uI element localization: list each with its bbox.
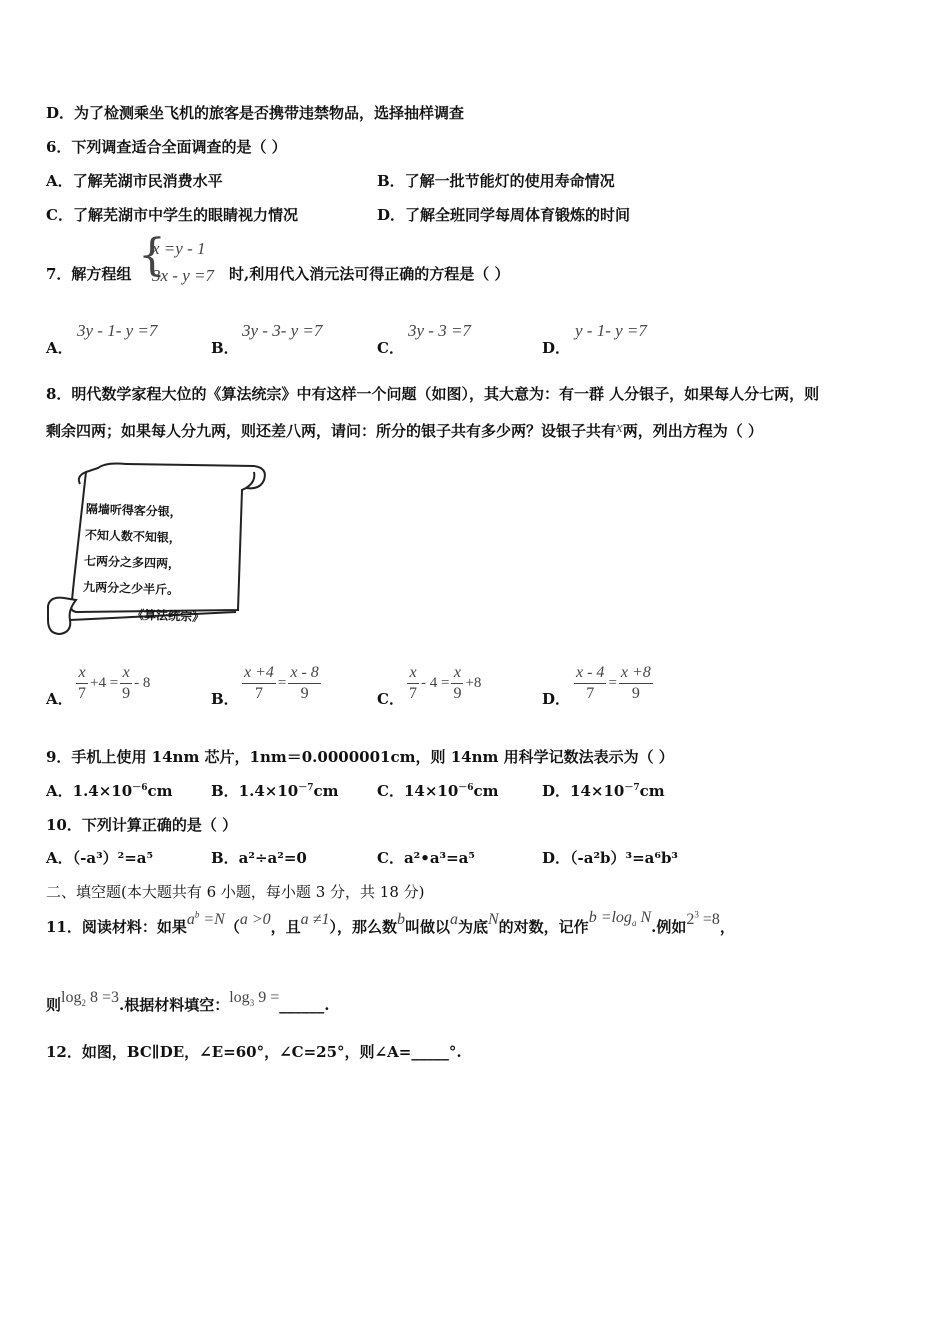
q6-option-b: B．了解一批节能灯的使用寿命情况 [377, 172, 615, 190]
q7-label-a: A． [46, 339, 73, 357]
q12-answer-blank[interactable]: _____ [411, 1043, 449, 1061]
q11-f1b: b [194, 909, 200, 920]
q7-label-d: D． [542, 339, 571, 357]
q8-b-d2: 9 [300, 685, 309, 702]
q11-f2: a >0 [239, 911, 271, 928]
q9-d-exp: －7 [624, 783, 640, 793]
scroll-line-3: 七两分之多四两， [83, 553, 181, 572]
q9-d-pre: D．14×10 [542, 782, 625, 800]
q9-c-post: cm [473, 782, 499, 800]
q8-d-d1: 7 [586, 685, 595, 702]
q8-c-mid: - 4 = [421, 674, 450, 691]
q8-c-d2: 9 [453, 685, 462, 702]
q11-f8s: 3 [694, 909, 699, 920]
q9-option-b [211, 780, 339, 801]
q12-tail: °. [448, 1043, 462, 1061]
q6-option-c: C．了解芜湖市中学生的眼睛视力情况 [46, 206, 298, 224]
q9-b-post: cm [313, 782, 339, 800]
q9-d-post: cm [639, 782, 665, 800]
q9-b-pre: B．1.4×10 [211, 782, 299, 800]
q11-p7: 的对数，记作 [498, 918, 589, 936]
q8-option-d [572, 663, 655, 704]
q9-stem: 9．手机上使用 14nm 芯片，1nm＝0.0000001cm，则 14nm 用科学记数法表示为（ ） [46, 748, 674, 766]
scroll-illustration [46, 460, 272, 642]
q8-a-d1: 7 [78, 685, 86, 702]
q11-p8: .例如 [651, 918, 687, 936]
brace-symbol: { [138, 230, 166, 281]
q11-f8e: =8 [698, 911, 720, 928]
q11-p3: ，且 [270, 918, 301, 936]
q8-option-a [74, 663, 150, 704]
q11-p4: ），那么数 [329, 918, 397, 936]
scroll-line-2: 不知人数不知银， [84, 527, 182, 546]
q11-p6: 为底 [457, 918, 488, 936]
q7-option-a: 3y - 1- y =7 [77, 321, 158, 340]
q8-b-mid: = [277, 674, 287, 691]
q11-f4: b [396, 911, 405, 928]
scroll-line-4: 九两分之少半斤。 [82, 579, 180, 598]
q8-b-n2: x - 8 [288, 663, 320, 684]
q9-c-pre: C．14×10 [377, 782, 459, 800]
q7-prefix: 7．解方程组 [46, 265, 132, 283]
q9-option-a [46, 780, 172, 801]
q12-stem: 12．如图，BC∥DE，∠E=60°，∠C=25°，则∠A= [46, 1043, 412, 1061]
q7-equation-2: 3x - y =7 [152, 266, 214, 285]
q11-f5: a [449, 911, 458, 928]
q7-option-d: y - 1- y =7 [575, 321, 647, 340]
q8-a-tail: - 8 [134, 674, 151, 691]
q11-g1e: 8 =3 [85, 989, 119, 1006]
q11-g2s: 3 [249, 998, 255, 1009]
q8-line-2a: 剩余四两；如果每人分九两，则还差八两，请问：所分的银子共有多少两？设银子共有 [46, 422, 617, 440]
q8-label-a: A． [46, 690, 73, 708]
q7-label-c: C． [377, 339, 404, 357]
q8-a-n1: x [76, 663, 88, 684]
q5-option-d: D．为了检测乘坐飞机的旅客是否携带违禁物品，选择抽样调查 [46, 104, 465, 122]
q8-var: x [616, 420, 623, 436]
q8-c-n1: x [407, 663, 419, 684]
q9-a-pre: A．1.4×10 [46, 782, 133, 800]
q7-option-c: 3y - 3 =7 [408, 321, 471, 340]
q10-stem: 10．下列计算正确的是（ ） [46, 816, 238, 834]
q8-d-mid: = [608, 674, 617, 691]
q8-c-d1: 7 [409, 685, 417, 702]
q8-label-d: D． [542, 690, 571, 708]
q7-option-b: 3y - 3- y =7 [242, 321, 323, 340]
q8-line-1: 8．明代数学家程大位的《算法统宗》中有这样一个问题（如图），其大意为：有一群 人分银子，如果每人分七两，则 [46, 385, 820, 403]
q11-p2: （ [224, 918, 240, 936]
q6-stem: 6．下列调查适合全面调查的是（ ） [46, 138, 287, 156]
scroll-line-5: 《算法统宗》 [131, 607, 205, 625]
q11-l2b: .根据材料填空： [119, 996, 230, 1014]
q11-g1s: 2 [81, 998, 86, 1009]
q9-option-c [377, 780, 499, 801]
q10-option-c: C．a²•a³=a⁵ [377, 849, 475, 867]
q10-option-b: B．a²÷a²=0 [211, 849, 307, 867]
q8-label-c: C． [377, 690, 404, 708]
q6-option-a: A．了解芜湖市民消费水平 [46, 172, 223, 190]
q8-b-n1: x +4 [242, 663, 276, 684]
q11-f7s: a [631, 918, 637, 929]
q8-d-d2: 9 [631, 685, 640, 702]
q11-g2: log [229, 989, 250, 1006]
q11-line-2 [46, 989, 330, 1016]
q11-f8: 2 [686, 911, 695, 928]
scroll-line-1: 隔墙听得客分银， [85, 501, 183, 520]
q8-line-2b: 两，列出方程为（ ） [622, 422, 763, 440]
q8-line-2 [46, 420, 763, 441]
q9-option-d [542, 780, 665, 801]
q11-line-1 [46, 909, 735, 938]
q11-f7e: N [636, 909, 652, 926]
q9-a-exp: －6 [132, 783, 148, 793]
q8-c-tail: +8 [465, 674, 482, 691]
q6-option-d: D．了解全班同学每周体育锻炼的时间 [377, 206, 631, 224]
q11-f6: N [488, 911, 499, 928]
q8-a-mid: +4 = [90, 674, 119, 691]
q12-line [46, 1041, 462, 1062]
q11-p1: 11．阅读材料：如果 [46, 918, 187, 936]
q11-f1: a [186, 911, 195, 928]
q8-option-c [405, 663, 481, 704]
q8-c-n2: x [451, 663, 463, 684]
q9-c-exp: －6 [458, 783, 474, 793]
q8-b-d1: 7 [254, 685, 263, 702]
q8-label-b: B． [211, 690, 239, 708]
section-2-heading: 二、填空题(本大题共有 6 小题，每小题 3 分，共 18 分) [46, 883, 425, 901]
q11-l2a: 则 [46, 996, 62, 1014]
q7-label-b: B． [211, 339, 239, 357]
q10-option-d: D．（-a²b）³=a⁶b³ [542, 849, 678, 867]
q11-p5: 叫做以 [404, 918, 450, 936]
q11-f7: b =log [588, 909, 632, 926]
q11-f3: a ≠1 [300, 911, 330, 928]
q8-a-d2: 9 [122, 685, 131, 702]
q8-d-n2: x +8 [619, 663, 653, 684]
q9-a-post: cm [147, 782, 173, 800]
q11-f1c: =N [199, 911, 225, 928]
q7-equation-1: x =y - 1 [152, 239, 206, 258]
q9-b-exp: －7 [298, 783, 314, 793]
q11-answer-blank[interactable]: ______. [279, 996, 330, 1014]
q11-g1: log [61, 989, 82, 1006]
q7-suffix: 时,利用代入消元法可得正确的方程是（ ） [229, 265, 510, 283]
q11-p9: ， [719, 918, 735, 936]
q8-option-b [240, 663, 323, 704]
q10-option-a: A．（-a³）²=a⁵ [46, 849, 154, 867]
q8-a-n2: x [120, 663, 132, 684]
q11-g2e: 9 = [254, 989, 280, 1006]
q8-d-n1: x - 4 [574, 663, 606, 684]
